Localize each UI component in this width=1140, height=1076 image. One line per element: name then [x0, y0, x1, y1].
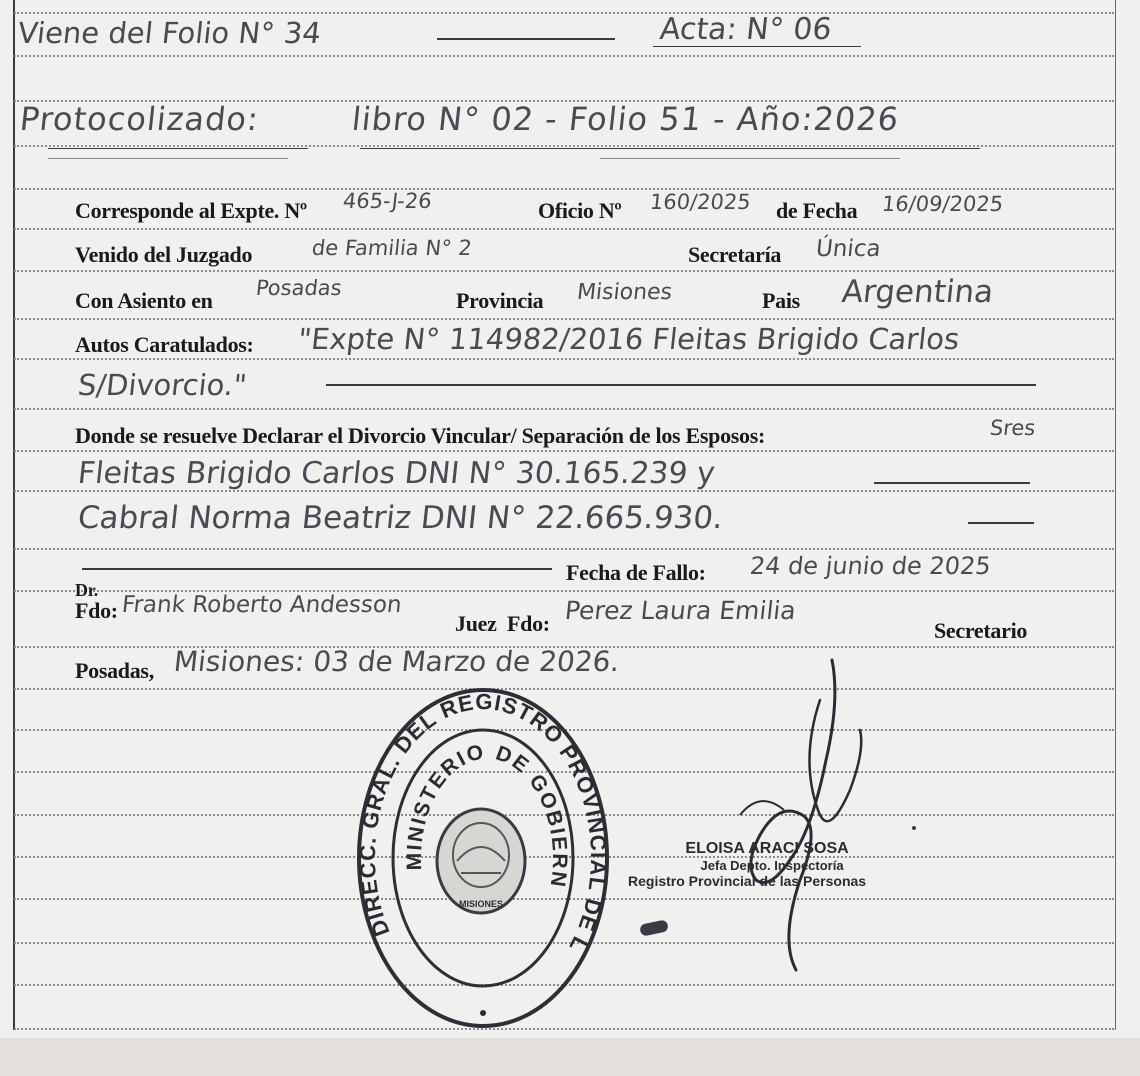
secretario-label: Secretario — [934, 618, 1028, 643]
ruled-line — [14, 408, 1114, 410]
ruled-line — [14, 145, 1114, 147]
esposa-line: Cabral Norma Beatriz DNI N° 22.665.930. — [76, 500, 725, 536]
acta-underline — [653, 46, 861, 47]
juzgado-label: Venido del Juzgado — [75, 242, 253, 267]
page-bottom-edge — [0, 1038, 1140, 1076]
filler-dash — [968, 522, 1034, 524]
protocolizado-detail: libro N° 02 - Folio 51 - Año:2026 — [350, 100, 901, 138]
official-title: Jefa Depto. Inspectoría — [700, 858, 844, 873]
resuelve-prefix: Sres — [988, 416, 1037, 440]
official-name-stamp — [628, 840, 866, 889]
filler-dash — [82, 568, 552, 570]
resuelve-label: Donde se resuelve Declarar el Divorcio Vincular/ Separación de los Esposos: — [75, 423, 766, 448]
autos-value-line2: S/Divorcio." — [76, 368, 249, 402]
ruled-line — [14, 358, 1114, 360]
seal-center-text: MISIONES — [458, 899, 504, 909]
fdo-label: Fdo: — [75, 598, 118, 623]
expte-label: Corresponde al Expte. Nº — [75, 198, 307, 223]
ruled-line — [14, 55, 1114, 57]
fecha-value: 16/09/2025 — [880, 192, 1005, 216]
official-name: ELOISA ARACI SOSA — [685, 840, 849, 857]
autos-value-line1: "Expte N° 114982/2016 Fleitas Brigido Carlos — [296, 322, 962, 356]
pais-label: Pais — [762, 288, 800, 313]
official-seal — [353, 683, 613, 1038]
seal-emblem — [437, 809, 525, 913]
secretaria-value: Única — [814, 236, 882, 262]
protocolizado-label: Protocolizado: — [18, 100, 261, 138]
pais-value: Argentina — [840, 274, 996, 310]
filler-dash — [326, 384, 1036, 386]
ruled-line — [14, 450, 1114, 452]
left-margin-line — [13, 0, 15, 1030]
ink-dot — [912, 826, 916, 830]
juez-label: Juez — [455, 611, 497, 636]
juez-signature-name: Frank Roberto Andesson — [120, 592, 403, 618]
fecha-fallo-label: Fecha de Fallo: — [566, 560, 706, 585]
acta-number: Acta: N° 06 — [658, 12, 834, 47]
seal-inner-text: MINISTERIO DE GOBIERN — [402, 740, 572, 890]
handwritten-signature — [700, 640, 900, 980]
fdo-secretario-label: Fdo: — [507, 611, 550, 636]
filler-dash — [874, 482, 1030, 484]
esposo-line: Fleitas Brigido Carlos DNI N° 30.165.239 y — [76, 456, 717, 491]
expte-value: 465-J-26 — [341, 189, 433, 213]
ruled-line — [14, 188, 1114, 190]
official-office: Registro Provincial de las Personas — [628, 873, 867, 889]
secretario-signature-name: Perez Laura Emilia — [563, 596, 798, 625]
oficio-value: 160/2025 — [648, 190, 752, 214]
dr-label: Dr. — [75, 580, 98, 600]
oficio-label: Oficio Nº — [538, 198, 622, 223]
autos-label: Autos Caratulados: — [75, 332, 254, 357]
provincia-value: Misiones — [575, 280, 674, 305]
right-margin-line — [1115, 0, 1116, 1030]
protocolizado-underline — [48, 158, 288, 159]
provincia-label: Provincia — [456, 288, 544, 313]
ruled-line — [14, 270, 1114, 272]
viene-del-folio: Viene del Folio N° 34 — [16, 16, 323, 50]
asiento-label: Con Asiento en — [75, 288, 213, 313]
fecha-label: de Fecha — [776, 198, 858, 223]
ruled-line — [14, 228, 1114, 230]
seal-outer-text: DIRECC. GRAL. DEL REGISTRO PROVINCIAL DE L — [354, 689, 612, 957]
protocolizado-underline — [600, 158, 900, 159]
lugar-fecha-value: Misiones: 03 de Marzo de 2026. — [172, 645, 622, 678]
ruled-line — [14, 12, 1114, 14]
juzgado-value: de Familia N° 2 — [310, 236, 473, 260]
seal-graphic — [353, 683, 613, 1033]
asiento-value: Posadas — [254, 276, 343, 300]
protocolizado-underline — [48, 148, 308, 149]
lugar-label: Posadas, — [75, 658, 154, 683]
protocolizado-underline — [360, 148, 980, 149]
ruled-line — [14, 548, 1114, 550]
ruled-line — [14, 318, 1114, 320]
filler-dash — [437, 38, 615, 40]
secretaria-label: Secretaría — [688, 242, 782, 267]
fecha-fallo-value: 24 de junio de 2025 — [748, 552, 993, 580]
